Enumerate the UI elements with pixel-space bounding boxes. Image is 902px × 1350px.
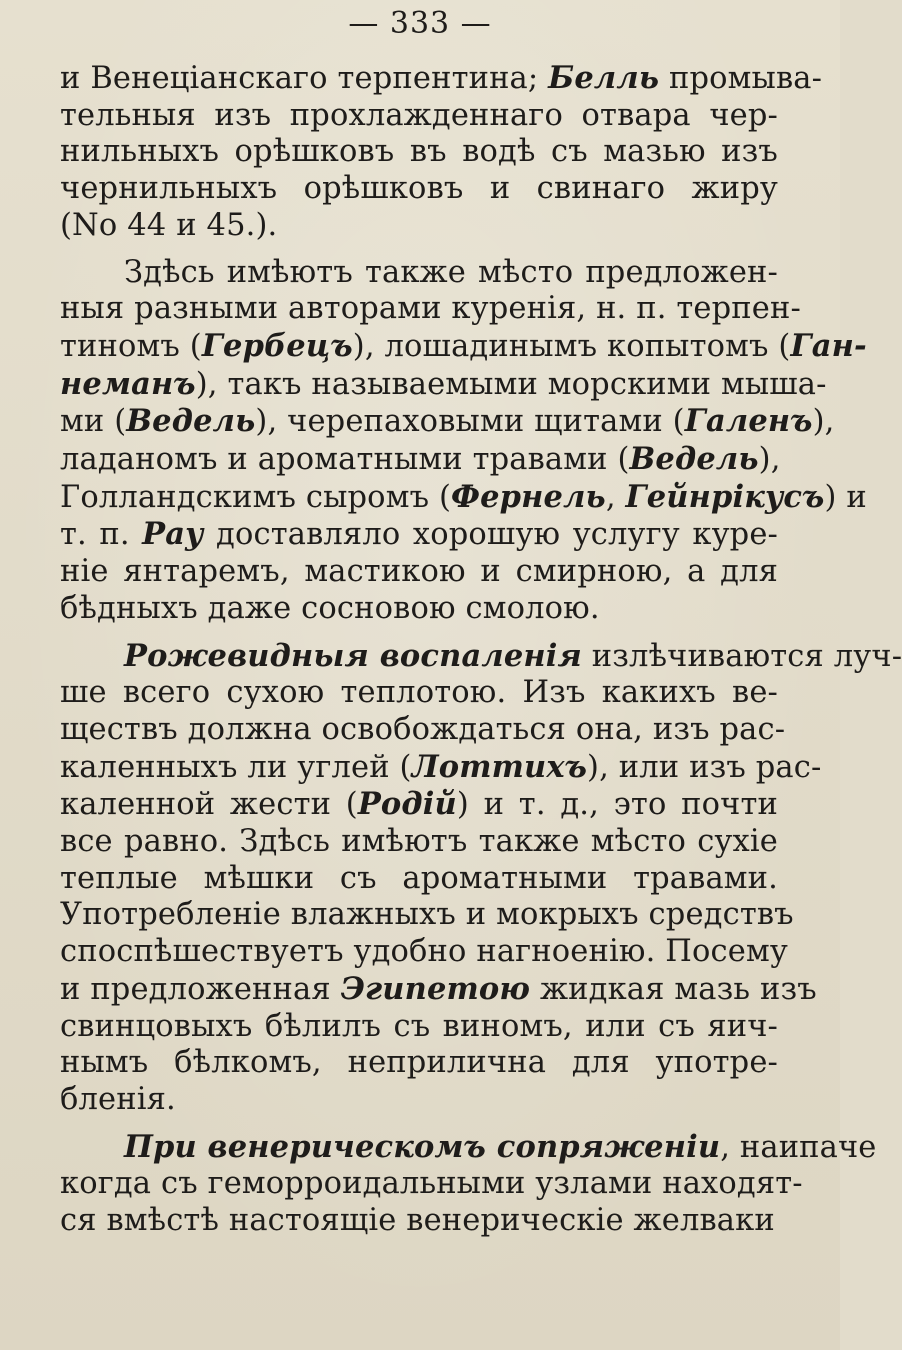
text-run: ныя разными авторами куренія, н. п. терпен- — [60, 291, 801, 327]
text-run: ше всего сухою теплотою. Изъ какихъ ве- — [60, 675, 778, 711]
text-run: Голландскимъ сыромъ ( — [60, 479, 452, 515]
text-run: ) и — [824, 479, 867, 515]
text-line — [60, 554, 778, 591]
text-line — [60, 327, 867, 366]
text-line — [60, 208, 778, 245]
italic-name: Гербецъ — [201, 327, 353, 364]
italic-name: Ведель — [629, 441, 759, 478]
text-run: чернильныхъ орѣшковъ и свинаго жиру — [60, 171, 778, 207]
paragraph-gap — [60, 628, 778, 638]
italic-name: Рау — [142, 516, 204, 553]
text-run: ) и т. д., это почти — [456, 787, 778, 823]
page-number: — 333 — — [348, 6, 492, 41]
text-run: бѣдныхъ даже сосновою смолою. — [60, 590, 600, 626]
text-run: нильныхъ орѣшковъ въ водѣ съ мазью изъ — [60, 134, 778, 170]
text-run: когда съ геморроидальными узлами находят- — [60, 1166, 803, 1202]
text-run: ), черепаховыми щитами ( — [255, 404, 685, 440]
text-line — [60, 60, 823, 98]
text-run: споспѣшествуетъ удобно нагноенію. Посему — [60, 934, 788, 970]
text-run: нымъ бѣлкомъ, неприлична для употре- — [60, 1045, 778, 1081]
text-line — [60, 291, 801, 328]
text-run: ), такъ называемыми морскими мыша- — [195, 366, 827, 402]
italic-name: Гейнрікусъ — [625, 478, 825, 515]
text-run: , — [605, 479, 626, 515]
italic-name: Ведель — [126, 403, 256, 440]
text-line — [60, 365, 827, 404]
text-run: Употребленіе влажныхъ и мокрыхъ средствъ — [60, 897, 794, 933]
text-run: т. п. — [60, 517, 143, 553]
text-run: тиномъ ( — [60, 328, 202, 364]
text-run: доставляло хорошую услугу куре- — [203, 517, 778, 553]
italic-name: Ган- — [790, 327, 867, 364]
text-line — [60, 711, 786, 749]
text-line — [60, 1082, 778, 1119]
text-line — [60, 861, 778, 898]
text-run: промыва- — [659, 61, 823, 96]
text-run: каленной жести ( — [60, 787, 358, 823]
text-line — [60, 1009, 778, 1046]
paragraph-p3 — [60, 637, 902, 1119]
text-line — [60, 98, 778, 135]
text-line — [60, 403, 835, 441]
text-line — [60, 897, 794, 934]
paragraph-gap — [60, 1119, 778, 1129]
text-line — [60, 171, 778, 208]
text-run: и предложенная — [60, 971, 341, 1007]
text-run: ), — [758, 442, 781, 478]
italic-name: Фернель — [451, 478, 606, 515]
italic-name: При венерическомъ сопряженіи — [124, 1128, 721, 1165]
text-line — [60, 675, 778, 712]
text-run: ), или изъ рас- — [587, 749, 822, 785]
text-line — [60, 970, 817, 1009]
text-run: каленныхъ ли углей ( — [60, 749, 412, 785]
italic-name: Эгипетою — [340, 970, 531, 1007]
italic-name: Лоттихъ — [411, 748, 588, 785]
text-line — [60, 1203, 778, 1240]
italic-name: Родій — [357, 786, 457, 823]
text-run: Здѣсь имѣютъ также мѣсто предложен- — [124, 254, 778, 290]
text-line — [60, 591, 778, 628]
text-line — [60, 516, 778, 554]
text-run: , наипаче — [720, 1129, 877, 1165]
text-run: (No 44 и 45.). — [60, 207, 278, 243]
italic-name: Белль — [548, 60, 660, 96]
text-line — [60, 134, 778, 171]
paragraph-p2 — [60, 254, 867, 628]
italic-name: Рожевидныя воспаленія — [124, 637, 582, 674]
text-line — [60, 441, 781, 479]
text-run: ), — [812, 404, 835, 440]
text-run: свинцовыхъ бѣлилъ съ виномъ, или съ яич- — [60, 1008, 778, 1044]
paragraph-p1 — [60, 60, 823, 245]
text-line — [60, 255, 778, 292]
text-run: теплые мѣшки съ ароматными травами. — [60, 860, 778, 896]
text-run: ществъ должна освобождаться она, изъ рас- — [60, 711, 786, 747]
paragraph-p4 — [60, 1128, 877, 1240]
text-run: и Венеціанскаго терпентина; — [60, 61, 549, 96]
italic-name: Галенъ — [684, 403, 813, 440]
text-run: тельныя изъ прохлажденнаго отвара чер- — [60, 97, 778, 133]
text-line — [60, 478, 867, 517]
text-run: ся вмѣстѣ настоящіе венерическіе желваки — [60, 1203, 775, 1239]
text-run: излѣчиваются луч- — [581, 638, 902, 674]
text-line — [60, 1166, 803, 1203]
paragraph-gap — [60, 245, 778, 255]
text-run: все равно. Здѣсь имѣютъ также мѣсто сухіе — [60, 824, 778, 860]
text-line — [60, 824, 778, 861]
text-run: ніе янтаремъ, мастикою и смирною, а для — [60, 554, 778, 590]
text-run: бленія. — [60, 1081, 176, 1117]
text-line — [60, 1045, 778, 1082]
text-line — [60, 786, 778, 824]
text-line — [60, 748, 822, 787]
text-line — [60, 1128, 877, 1167]
italic-name: неманъ — [60, 365, 196, 402]
text-line — [60, 637, 902, 676]
text-line — [60, 934, 788, 971]
text-run: ), лошадинымъ копытомъ ( — [352, 328, 791, 364]
text-run: ми ( — [60, 404, 127, 440]
body-text — [60, 60, 902, 1240]
text-run: ладаномъ и ароматными травами ( — [60, 442, 630, 478]
text-run: жидкая мазь изъ — [530, 971, 817, 1007]
